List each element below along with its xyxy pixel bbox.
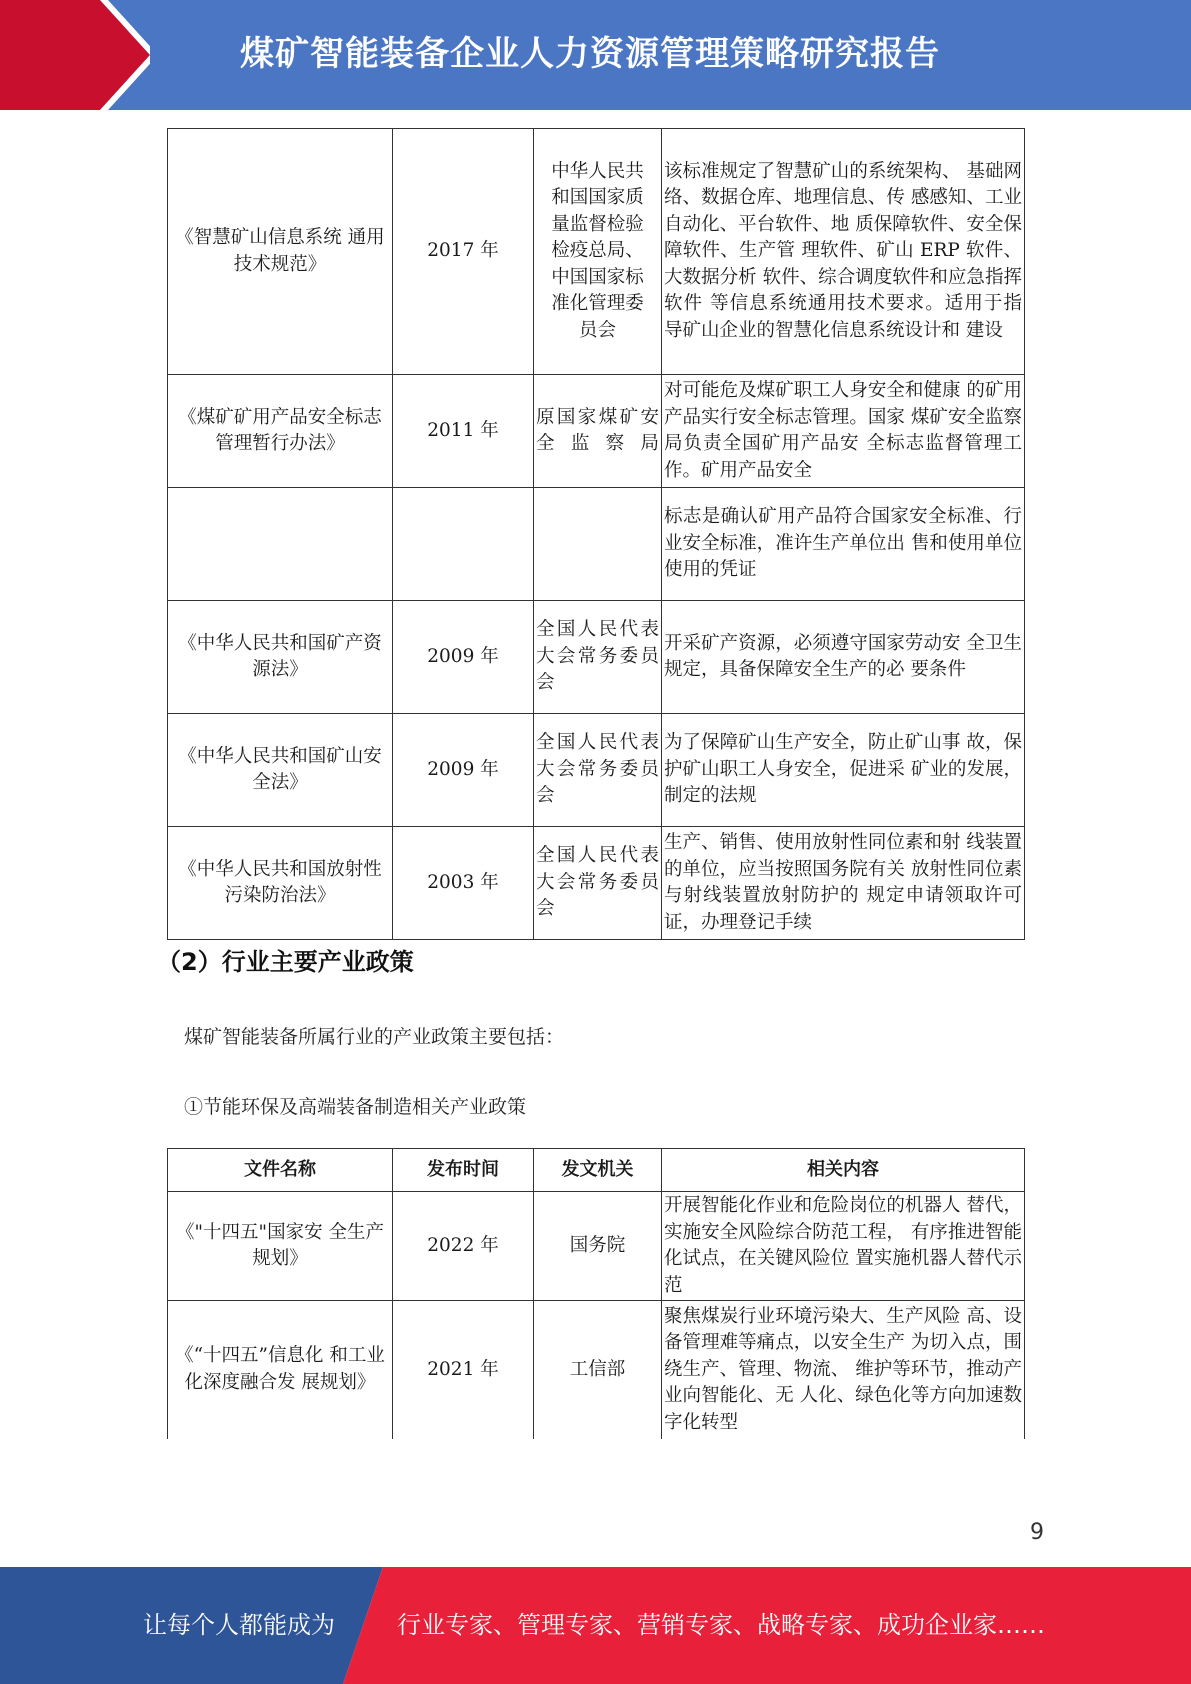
footer-banner <box>0 1567 1191 1684</box>
doc-year-cell: 2009 年 <box>393 714 534 827</box>
table-row <box>168 601 1025 714</box>
table-row <box>168 375 1025 488</box>
doc-org-cell: 国务院 <box>534 1192 662 1301</box>
report-title: 煤矿智能装备企业人力资源管理策略研究报告 <box>240 34 940 74</box>
doc-year-cell: 2017 年 <box>393 129 534 375</box>
doc-content-cell: 该标准规定了智慧矿山的系统架构、 基础网络、数据仓库、地理信息、传 感感知、工业自动化、平台软件、地 质保障软件、安全保障软件、生产管 理软件、矿山 ERP 软件、大数据分析 软件、综合调度软件和应急指挥软件 等信息系统通用技术要求。适用于指 导矿山企业的智慧化信息系统设计和 建设 <box>662 129 1025 375</box>
table-row <box>168 1192 1025 1301</box>
column-header: 发文机关 <box>534 1149 662 1192</box>
doc-org-cell: 全国人民代表大会常务委员会 <box>534 601 662 714</box>
doc-org-cell: 原国家煤矿安全监察局 <box>534 375 662 488</box>
doc-name-cell <box>168 488 393 601</box>
doc-year-cell: 2021 年 <box>393 1301 534 1439</box>
doc-org-cell: 全国人民代表大会常务委员会 <box>534 827 662 940</box>
doc-name-cell: 《智慧矿山信息系统 通用技术规范》 <box>168 129 393 375</box>
table-row <box>168 827 1025 940</box>
doc-content-cell: 聚焦煤炭行业环境污染大、生产风险 高、设备管理难等痛点，以安全生产 为切入点，围绕生产、管理、物流、 维护等环节，推动产业向智能化、无 人化、绿色化等方向加速数字化转型 <box>662 1301 1025 1439</box>
doc-name-cell: 《中华人民共和国放射性污染防治法》 <box>168 827 393 940</box>
doc-org-cell: 工信部 <box>534 1301 662 1439</box>
doc-year-cell: 2003 年 <box>393 827 534 940</box>
doc-name-cell: 《中华人民共和国矿产资源法》 <box>168 601 393 714</box>
intro-paragraph: 煤矿智能装备所属行业的产业政策主要包括： <box>184 1026 565 1048</box>
doc-year-cell: 2011 年 <box>393 375 534 488</box>
doc-year-cell: 2022 年 <box>393 1192 534 1301</box>
table-row <box>168 129 1025 375</box>
industrial-policy-table <box>167 1148 1025 1439</box>
footer-slogan-right: 行业专家、管理专家、营销专家、战略专家、成功企业家…… <box>397 1611 1045 1639</box>
doc-year-cell: 2009 年 <box>393 601 534 714</box>
doc-content-cell: 标志是确认矿用产品符合国家安全标准、行业安全标准，准许生产单位出 售和使用单位使用的凭证 <box>662 488 1025 601</box>
section-heading: （2）行业主要产业政策 <box>157 948 414 976</box>
regulations-table <box>167 128 1025 940</box>
doc-org-cell: 全国人民代表大会常务委员会 <box>534 714 662 827</box>
doc-content-cell: 开采矿产资源，必须遵守国家劳动安 全卫生规定，具备保障安全生产的必 要条件 <box>662 601 1025 714</box>
column-header: 发布时间 <box>393 1149 534 1192</box>
doc-name-cell: 《"十四五"国家安 全生产规划》 <box>168 1192 393 1301</box>
table-row <box>168 488 1025 601</box>
header-arrow-decoration <box>0 0 150 110</box>
footer-slogan-left: 让每个人都能成为 <box>143 1611 335 1639</box>
table-row <box>168 714 1025 827</box>
doc-org-cell <box>534 488 662 601</box>
doc-name-cell: 《中华人民共和国矿山安全法》 <box>168 714 393 827</box>
doc-content-cell: 生产、销售、使用放射性同位素和射 线装置的单位，应当按照国务院有关 放射性同位素与射线装置放射防护的 规定申请领取许可证，办理登记手续 <box>662 827 1025 940</box>
sub-heading: ①节能环保及高端装备制造相关产业政策 <box>184 1096 527 1118</box>
column-header: 相关内容 <box>662 1149 1025 1192</box>
table-row <box>168 1301 1025 1439</box>
doc-content-cell: 开展智能化作业和危险岗位的机器人 替代，实施安全风险综合防范工程， 有序推进智能化试点，在关键风险位 置实施机器人替代示范 <box>662 1192 1025 1301</box>
column-header: 文件名称 <box>168 1149 393 1192</box>
doc-name-cell: 《煤矿矿用产品安全标志管理暂行办法》 <box>168 375 393 488</box>
doc-content-cell: 对可能危及煤矿职工人身安全和健康 的矿用产品实行安全标志管理。国家 煤矿安全监察局负责全国矿用产品安 全标志监督管理工作。矿用产品安全 <box>662 375 1025 488</box>
doc-content-cell: 为了保障矿山生产安全，防止矿山事 故，保护矿山职工人身安全，促进采 矿业的发展，制定的法规 <box>662 714 1025 827</box>
doc-name-cell: 《“十四五”信息化 和工业化深度融合发 展规划》 <box>168 1301 393 1439</box>
doc-org-cell: 中华人民共和国国家质量监督检验检疫总局、中国国家标准化管理委员会 <box>534 129 662 375</box>
page-number: 9 <box>1030 1520 1044 1545</box>
table-header-row <box>168 1149 1025 1192</box>
doc-year-cell <box>393 488 534 601</box>
header-banner <box>0 0 1191 110</box>
